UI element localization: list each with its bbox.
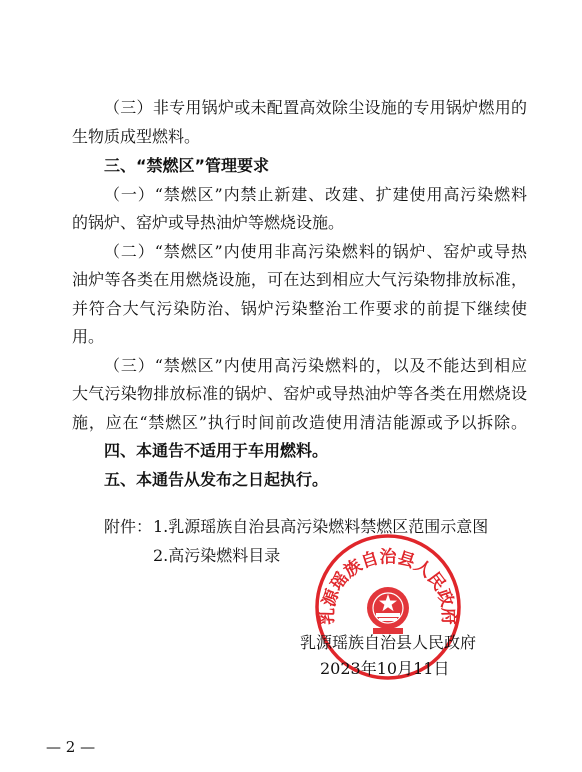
paragraph-line: 油炉等各类在用燃烧设施，可在达到相应大气污染物排放标准， [72, 270, 527, 289]
paragraph-line: （三）非专用锅炉或未配置高效除尘设施的专用锅炉燃用的 [104, 98, 527, 117]
issuing-organization: 乳源瑶族自治县人民政府 [300, 633, 477, 652]
section-heading-5: 五、本通告从发布之日起执行。 [104, 470, 329, 489]
national-emblem-icon [367, 587, 409, 634]
seal-lettering: 乳源瑶族自治县人民政府 [317, 547, 459, 625]
paragraph-line: 施，应在“禁燃区”执行时间前改造使用清洁能源或予以拆除。 [72, 413, 527, 432]
paragraph-line: 用。 [72, 327, 105, 346]
paragraph-line: 大气污染物排放标准的锅炉、窑炉或导热油炉等各类在用燃烧设 [72, 384, 527, 403]
section-heading-3: 三、“禁燃区”管理要求 [104, 156, 270, 175]
paragraph-line: 并符合大气污染防治、锅炉污染整治工作要求的前提下继续使 [72, 299, 527, 318]
paragraph-line: 的锅炉、窑炉或导热油炉等燃烧设施。 [72, 213, 345, 232]
section-heading-4: 四、本通告不适用于车用燃料。 [104, 441, 329, 460]
attachment-item: 1.乳源瑶族自治县高污染燃料禁燃区范围示意图 [153, 517, 489, 536]
attachments-label: 附件： [104, 517, 153, 536]
paragraph-line: （二）“禁燃区”内使用非高污染燃料的锅炉、窑炉或导热 [104, 242, 527, 261]
issue-date: 2023年10月11日 [320, 659, 450, 678]
paragraph-line: 生物质成型燃料。 [72, 127, 201, 146]
attachment-item: 2.高污染燃料目录 [153, 546, 281, 565]
paragraph-line: （三）“禁燃区”内使用高污染燃料的，以及不能达到相应 [104, 356, 527, 375]
paragraph-line: （一）“禁燃区”内禁止新建、改建、扩建使用高污染燃料 [104, 185, 527, 204]
page-number: — 2 — [46, 738, 96, 756]
